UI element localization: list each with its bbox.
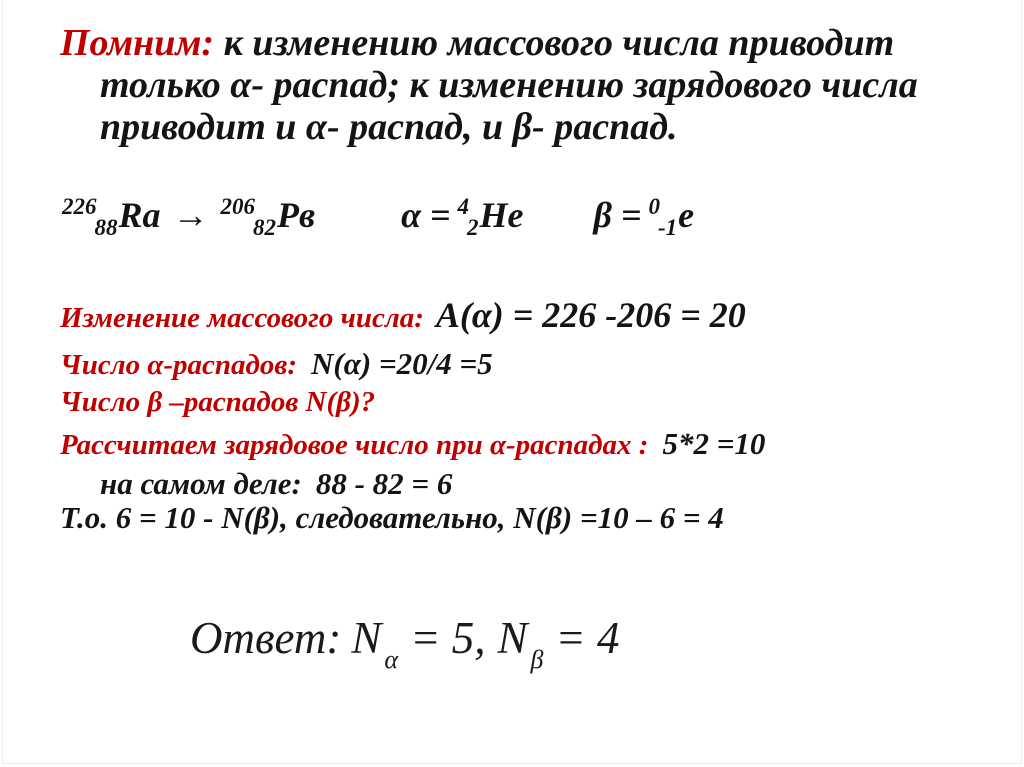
answer-label: Ответ: [190, 613, 342, 663]
answer-n-alpha: N [351, 613, 382, 663]
beta-question-line [60, 386, 375, 419]
charge-calc-label: Рассчитаем зарядовое число при α-распадах : [60, 429, 649, 461]
heading-prefix: Помним: [60, 22, 215, 64]
nuclide-reaction [62, 194, 316, 240]
right-arrow-icon: → [172, 195, 209, 235]
conclusion-line [60, 500, 724, 536]
alpha-label: α = [401, 195, 451, 235]
conclusion-text: Т.о. 6 = 10 - N(β), следовательно, N(β) =10 – 6 = 4 [60, 500, 724, 535]
parent-symbol: Ra [118, 195, 161, 235]
alpha-mass-number: 4 [457, 194, 470, 219]
alpha-symbol: He [479, 195, 524, 235]
mass-change-equation: A(α) = 226 -206 = 20 [435, 295, 746, 335]
mass-change-label: Изменение массового числа: [60, 302, 424, 334]
heading-line-1 [60, 22, 1020, 64]
actual-charge-line [100, 466, 452, 502]
alpha-charge-number: 2 [467, 215, 479, 240]
daughter-charge-number: 82 [253, 215, 277, 240]
heading-line-1-text: к изменению массового числа приводит [214, 22, 895, 64]
heading-line-3: приводит и α- распад, и β- распад. [100, 106, 678, 148]
answer-alpha-subscript: α [384, 645, 399, 674]
heading-line-2: только α- распад; к изменению зарядового числа [100, 64, 918, 106]
daughter-mass-number: 206 [220, 194, 256, 219]
beta-mass-number: 0 [648, 194, 660, 219]
alpha-count-label: Число α-распадов: [60, 349, 298, 381]
decay-equation-row [62, 194, 695, 240]
actual-charge-label: на самом деле: [100, 466, 302, 501]
charge-calc-line [60, 426, 765, 462]
charge-calc-equation: 5*2 =10 [662, 426, 766, 461]
alpha-count-line [60, 346, 493, 382]
alpha-count-equation: N(α) =20/4 =5 [311, 346, 493, 381]
beta-label: β = [593, 195, 642, 235]
actual-charge-equation: 88 - 82 = 6 [315, 466, 453, 501]
answer-beta-value: = 4 [555, 613, 620, 663]
beta-definition [593, 194, 695, 240]
beta-question-text: Число β –распадов N(β)? [60, 386, 376, 418]
answer-alpha-value: = 5, [410, 613, 486, 663]
alpha-definition [401, 194, 524, 240]
beta-charge-number: -1 [657, 215, 678, 240]
parent-charge-number: 88 [94, 215, 118, 240]
answer-line [190, 612, 620, 674]
answer-beta-subscript: β [530, 645, 544, 674]
mass-change-line [60, 294, 746, 336]
beta-symbol: e [678, 195, 695, 235]
daughter-symbol: Рв [277, 195, 316, 235]
heading [60, 22, 1020, 148]
parent-mass-number: 226 [62, 194, 97, 219]
answer-n-beta: N [497, 613, 528, 663]
